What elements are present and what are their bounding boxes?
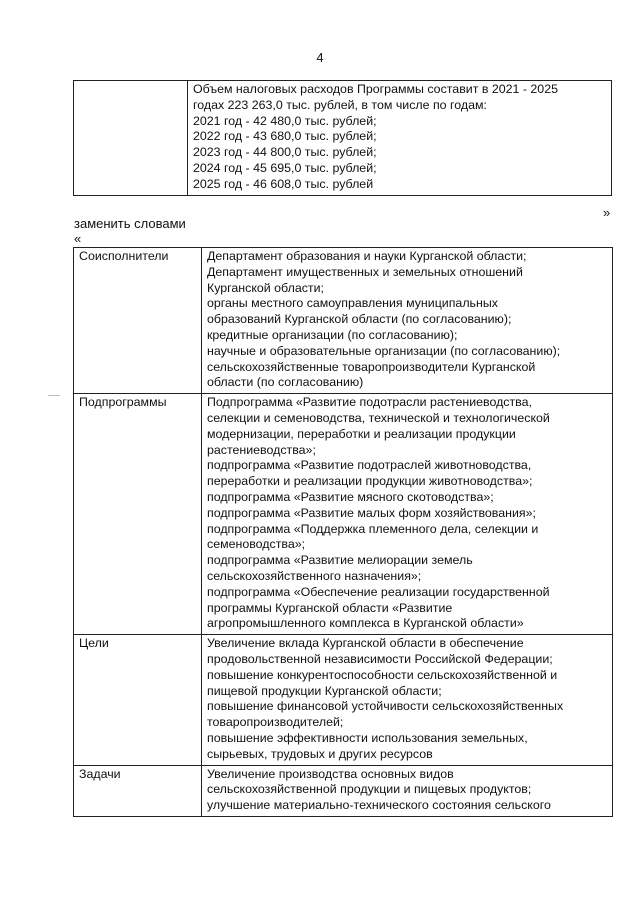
row-content — [202, 635, 613, 765]
text-line: модернизации, переработки и реализации продукции — [207, 426, 516, 441]
text-line: Объем налоговых расходов Программы составит в 2021 - 2025 — [193, 82, 558, 96]
text-line: Увеличение производства основных видов — [207, 766, 454, 781]
text-line: подпрограмма «Развитие подотраслей животноводства, — [207, 458, 532, 473]
closing-quote: » — [603, 205, 611, 220]
text-line: агропромышленного комплекса в Курганской области» — [207, 616, 524, 631]
text-line: Департамент имущественных и земельных отношений — [207, 264, 523, 279]
text-line: сельскохозяйственного назначения»; — [207, 568, 422, 583]
text-line: Увеличение вклада Курганской области в обеспечение — [207, 636, 524, 651]
table-row — [74, 394, 613, 635]
row-content — [202, 394, 613, 635]
text-line: кредитные организации (по согласованию); — [207, 327, 458, 342]
text-line: 2022 год - 43 680,0 тыс. рублей; — [193, 129, 377, 144]
text-line: товаропроизводителей; — [207, 715, 344, 730]
row-label: Цели — [74, 635, 202, 765]
row-label: Соисполнители — [74, 248, 202, 394]
text-line: подпрограмма «Развитие малых форм хозяйствования»; — [207, 505, 536, 520]
table-row — [74, 765, 613, 816]
text-line: образований Курганской области (по согласованию); — [207, 312, 512, 327]
text-line: Подпрограмма «Развитие подотрасли растениеводства, — [207, 395, 532, 410]
text-line: повышение конкурентоспособности сельскохозяйственной и — [207, 667, 558, 682]
replace-instruction: заменить словами — [74, 216, 186, 231]
text-line: годах 223 263,0 тыс. рублей, в том числе по годам: — [193, 97, 487, 112]
page-number: 4 — [316, 50, 324, 65]
text-line: области (по согласованию) — [207, 375, 364, 390]
text-line: семеноводства»; — [207, 537, 306, 552]
previous-text-table — [73, 80, 612, 196]
text-line: подпрограмма «Развитие мелиорации земель — [207, 553, 473, 568]
opening-quote: « — [74, 231, 82, 246]
text-line: улучшение материально-технического состояния сельского — [207, 798, 551, 813]
row-content — [188, 81, 612, 196]
text-line: органы местного самоуправления муниципальных — [207, 296, 498, 311]
text-line: сырьевых, трудовых и других ресурсов — [207, 746, 433, 761]
text-line: 2021 год - 42 480,0 тыс. рублей; — [193, 113, 377, 128]
text-line: 2024 год - 45 695,0 тыс. рублей; — [193, 160, 377, 175]
text-line: сельскохозяйственной продукции и пищевых продуктов; — [207, 782, 532, 797]
text-line: переработки и реализации продукции животноводства»; — [207, 474, 533, 489]
row-label — [74, 81, 188, 196]
row-label: Подпрограммы — [74, 394, 202, 635]
text-line: программы Курганской области «Развитие — [207, 600, 453, 615]
text-line: пищевой продукции Курганской области; — [207, 683, 442, 698]
text-line: Департамент образования и науки Курганской области; — [207, 249, 527, 263]
program-passport-table — [73, 247, 613, 817]
text-line: повышение эффективности использования земельных, — [207, 730, 528, 745]
text-line: научные и образовательные организации (по согласованию); — [207, 343, 561, 358]
row-label: Задачи — [74, 765, 202, 816]
margin-mark — [48, 395, 60, 396]
table-row — [74, 248, 613, 394]
text-line: продовольственной независимости Российской Федерации; — [207, 651, 553, 666]
text-line: Курганской области; — [207, 280, 324, 295]
text-line: подпрограмма «Поддержка племенного дела, селекции и — [207, 521, 539, 536]
row-content — [202, 765, 613, 816]
table-row — [74, 81, 612, 196]
table-row — [74, 635, 613, 765]
text-line: растениеводства»; — [207, 442, 316, 457]
row-content — [202, 248, 613, 394]
text-line: подпрограмма «Развитие мясного скотоводства»; — [207, 489, 494, 504]
text-line: сельскохозяйственные товаропроизводители Курганской — [207, 359, 536, 374]
text-line: 2023 год - 44 800,0 тыс. рублей; — [193, 145, 377, 160]
text-line: повышение финансовой устойчивости сельскохозяйственных — [207, 699, 564, 714]
text-line: селекции и семеноводства, технической и технологической — [207, 410, 550, 425]
text-line: 2025 год - 46 608,0 тыс. рублей — [193, 176, 374, 191]
text-line: подпрограмма «Обеспечение реализации государственной — [207, 584, 550, 599]
